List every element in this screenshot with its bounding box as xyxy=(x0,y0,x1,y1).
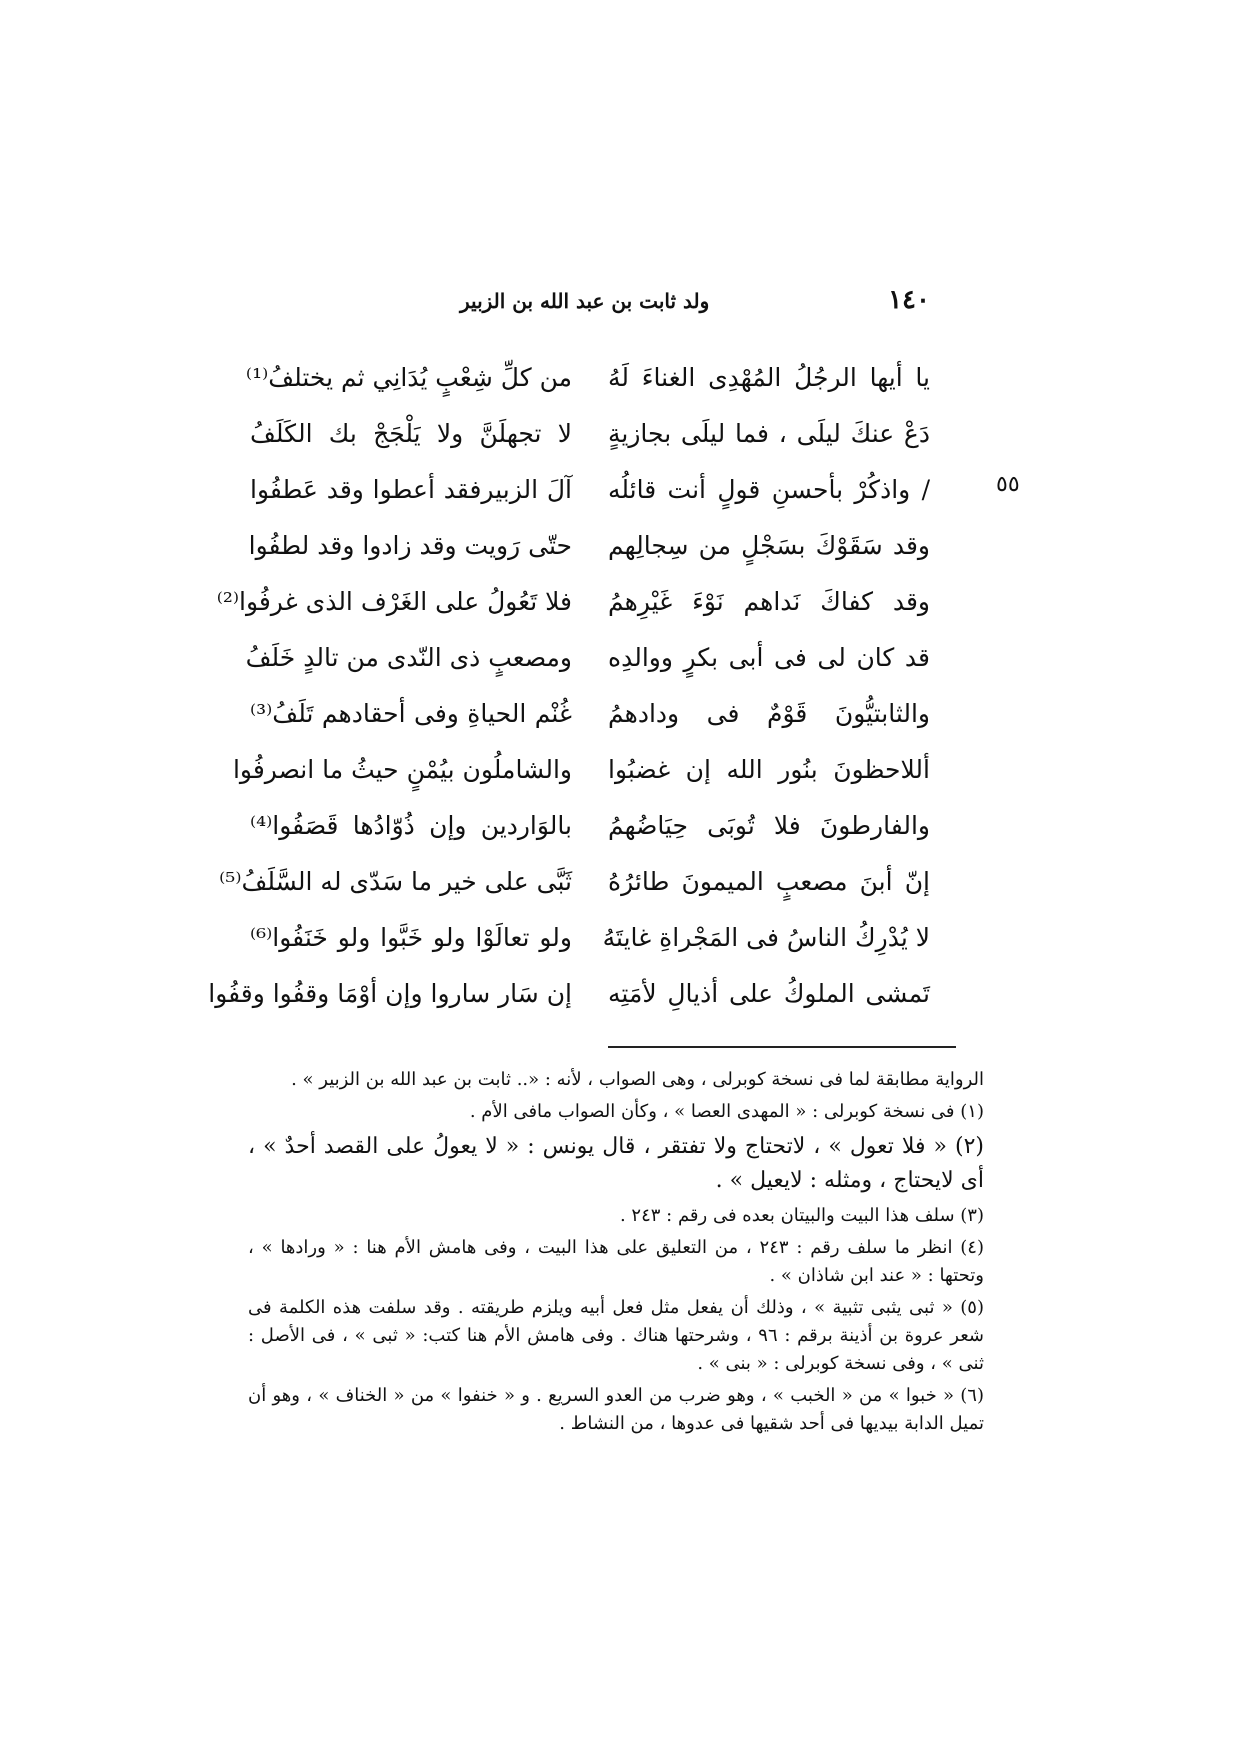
verse xyxy=(250,518,930,574)
first-hemistich: / واذكُرْ بأحسنِ قولٍ أنت قائلُه xyxy=(608,475,930,504)
second-hemistich: فلا تَعُولُ على الغَرْف الذى غرفُوا⁽²⁾ xyxy=(216,587,572,616)
running-title: ولد ثابت بن عبد الله بن الزبير xyxy=(460,289,710,313)
first-hemistich: لا يُدْرِكُ الناسُ فى المَجْراةِ غايتَهُ xyxy=(602,923,930,952)
verse xyxy=(250,462,930,518)
footnote: (١) فى نسخة كوبرلى : « المهدى العصا » ، وكأن الصواب مافى الأم . xyxy=(469,1101,984,1122)
second-hemistich: لا تجهلَنَّ ولا يَلْجَجْ بك الكَلَفُ xyxy=(250,419,572,448)
first-hemistich: وقد سَقَوْكَ بسَجْلٍ من سِجالِهم xyxy=(608,531,930,560)
second-hemistich: آلَ الزبيرفقد أعطوا وقد عَطفُوا xyxy=(250,475,572,504)
first-hemistich: قد كان لى فى أبى بكرٍ ووالدِه xyxy=(608,643,930,672)
page-header xyxy=(460,285,930,321)
first-hemistich: وقد كفاكَ نَداهم نَوْءَ غَيْرِهمُ xyxy=(608,587,930,616)
verse xyxy=(245,350,930,406)
verse xyxy=(208,966,930,1022)
verse xyxy=(250,686,930,742)
footnote: (٢) « فلا تعول » ، لاتحتاج ولا تفتقر ، قال يونس : « لا يعولُ على القصد أحدٌ » ، أى لايحتاج ، ومثله : لايعيل » . xyxy=(248,1134,984,1193)
second-hemistich: غُنْم الحياةِ وفى أحقادهم تَلَفُ⁽³⁾ xyxy=(250,699,572,728)
verse xyxy=(250,798,930,854)
verse xyxy=(250,910,930,966)
verse xyxy=(216,574,930,630)
first-hemistich: والثابتيُّونَ قَوْمٌ فى ودادهمُ xyxy=(608,699,930,728)
verse xyxy=(232,742,930,798)
footnotes xyxy=(248,1066,984,1442)
second-hemistich: بالوَاردين وإن ذُوّادُها قَصَفُوا⁽⁴⁾ xyxy=(250,811,572,840)
second-hemistich: ومصعبٍ ذى النّدى من تالدٍ خَلَفُ xyxy=(245,643,572,672)
first-hemistich: دَعْ عنكَ ليلَى ، فما ليلَى بجازيةٍ xyxy=(608,419,930,448)
page-number: ١٤٠ xyxy=(888,285,930,315)
verse xyxy=(250,406,930,462)
verse xyxy=(245,630,930,686)
first-hemistich: إنّ أبنَ مصعبٍ الميمونَ طائرُهُ xyxy=(608,867,930,896)
poem xyxy=(208,350,930,1022)
footnote: (٣) سلف هذا البيت والبيتان بعده فى رقم : ٢٤٣ . xyxy=(619,1205,984,1226)
footnote: (٤) انظر ما سلف رقم : ٢٤٣ ، من التعليق على هذا البيت ، وفى هامش الأم هنا : « ورادها » ، وتحتها : « عند ابن شاذان » . xyxy=(248,1237,984,1286)
first-hemistich: تَمشى الملوكُ على أذيالِ لأمَتِه xyxy=(608,979,930,1008)
second-hemistich: حتّى رَويت وقد زادوا وقد لطفُوا xyxy=(248,531,572,560)
second-hemistich: ولو تعالَوْا ولو خَبَّوا ولو خَنَفُوا⁽⁶⁾ xyxy=(250,923,572,952)
second-hemistich: إن سَار ساروا وإن أوْمَا وقفُوا وقفُوا xyxy=(208,979,572,1008)
verse-number: ٥٥ xyxy=(996,472,1020,497)
first-hemistich: يا أيها الرجُلُ المُهْدِى الغناءَ لَهُ xyxy=(608,363,930,392)
verse xyxy=(219,854,930,910)
second-hemistich: ثَبَّى على خير ما سَدّى له السَّلَفُ⁽⁵⁾ xyxy=(219,867,572,896)
footnote: (٦) « خبوا » من « الخبب » ، وهو ضرب من العدو السريع . و « خنفوا » من « الخناف » ، وهو أن تميل الدابة بيديها فى أحد شقيها فى عدوها ، من النشاط . xyxy=(248,1385,984,1434)
footnote: الرواية مطابقة لما فى نسخة كوبرلى ، وهى الصواب ، لأنه : «.. ثابت بن عبد الله بن الزبير » . xyxy=(291,1069,984,1090)
first-hemistich: والفارطونَ فلا تُوبَى حِيَاضُهمُ xyxy=(608,811,930,840)
first-hemistich: أللاحظونَ بنُور الله إن غضبُوا xyxy=(608,755,930,784)
footnote: (٥) « ثبى يثبى تثبية » ، وذلك أن يفعل مثل فعل أبيه ويلزم طريقته . وقد سلفت هذه الكلمة فى شعر عروة بن أذينة برقم : ٩٦ ، وشرحتها هناك . وفى هامش الأم هنا كتب: « ثبى » ، فى الأصل : ثنى » ، وفى نسخة كوبرلى : « بنى » . xyxy=(248,1297,984,1374)
second-hemistich: والشاملُون بيُمْنٍ حيثُ ما انصرفُوا xyxy=(232,755,572,784)
second-hemistich: من كلِّ شِعْبٍ يُدَانِي ثم يختلفُ⁽¹⁾ xyxy=(245,363,572,392)
footnote-divider xyxy=(608,1046,956,1048)
